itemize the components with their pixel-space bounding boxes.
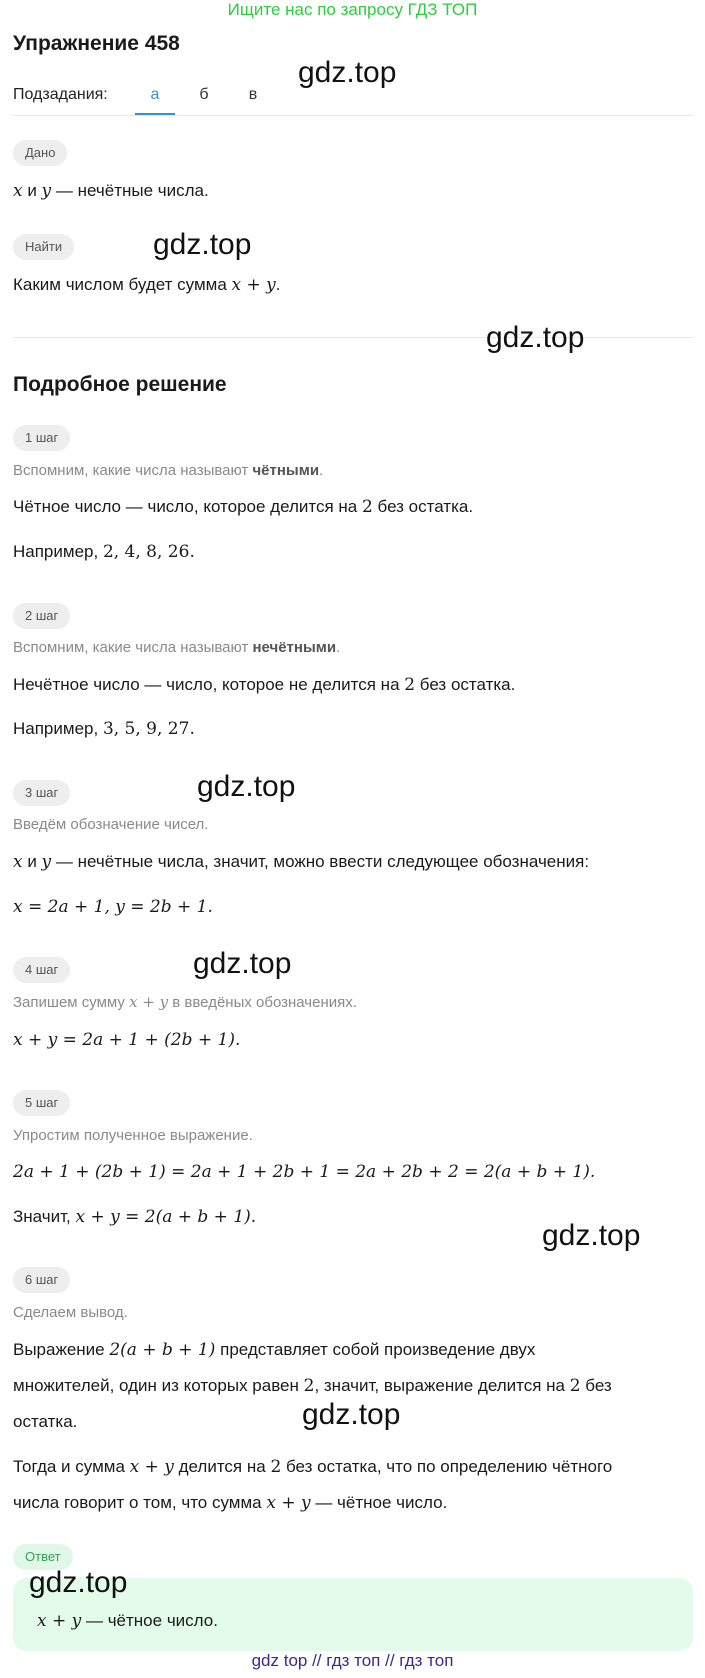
step-5-chip: 5 шаг: [13, 1090, 70, 1116]
tab-a[interactable]: а: [150, 86, 160, 103]
page-title: Упражнение 458: [13, 32, 180, 55]
step-3-hint: Введём обозначение чисел.: [13, 816, 209, 833]
step-4-chip: 4 шаг: [13, 957, 70, 983]
step-1-hint: Вспомним, какие числа называют чётными.: [13, 462, 324, 479]
step-6-hint: Сделаем вывод.: [13, 1304, 128, 1321]
step-2-chip: 2 шаг: [13, 603, 70, 629]
watermark: gdz.top: [193, 947, 292, 980]
watermark: gdz.top: [302, 1398, 401, 1431]
watermark: gdz.top: [486, 321, 585, 354]
step-1-line-1: Чётное число — число, которое делится на 2 без остатка.: [13, 497, 474, 517]
subtasks-label: Подзадания:: [13, 86, 108, 103]
step-6-p2-line-1: Тогда и сумма x + y делится на 2 без остатка, что по определению чётного: [13, 1457, 613, 1477]
step-6-chip: 6 шаг: [13, 1267, 70, 1293]
tabs-divider: [13, 115, 693, 116]
step-1-line-2: Например, 2, 4, 8, 26.: [13, 542, 195, 562]
tab-v[interactable]: в: [248, 86, 258, 103]
step-2-hint: Вспомним, какие числа называют нечётными.: [13, 639, 341, 656]
watermark: gdz.top: [542, 1219, 641, 1252]
step-3-line-2: x = 2a + 1, y = 2b + 1.: [13, 897, 213, 917]
answer-chip: Ответ: [13, 1544, 73, 1570]
step-5-line-1: 2a + 1 + (2b + 1) = 2a + 1 + 2b + 1 = 2a + 2b + 2 = 2(a + b + 1).: [13, 1162, 596, 1182]
step-2-line-2: Например, 3, 5, 9, 27.: [13, 719, 195, 739]
find-text: Каким числом будет сумма x + y.: [13, 275, 281, 295]
step-1-chip: 1 шаг: [13, 425, 70, 451]
watermark: gdz.top: [29, 1566, 128, 1599]
watermark: gdz.top: [153, 228, 252, 261]
step-6-p1-line-3: остатка.: [13, 1412, 78, 1431]
given-text: x и y — нечётные числа.: [13, 181, 209, 201]
step-6-p1-line-2: множителей, один из которых равен 2, значит, выражение делится на 2 без: [13, 1376, 612, 1396]
step-5-line-2: Значит, x + y = 2(a + b + 1).: [13, 1207, 257, 1227]
find-chip: Найти: [13, 234, 74, 260]
step-2-line-1: Нечётное число — число, которое не делится на 2 без остатка.: [13, 675, 516, 695]
solution-title: Подробное решение: [13, 373, 227, 396]
search-banner: Ищите нас по запросу ГДЗ ТОП: [227, 0, 478, 19]
step-6-p2-line-2: числа говорит о том, что сумма x + y — чётное число.: [13, 1493, 448, 1513]
footer-links[interactable]: gdz top // гдз топ // гдз топ: [251, 1651, 454, 1670]
step-3-line-1: x и y — нечётные числа, значит, можно ввести следующее обозначения:: [13, 852, 590, 872]
step-3-chip: 3 шаг: [13, 780, 70, 806]
step-6-p1-line-1: Выражение 2(a + b + 1) представляет собой произведение двух: [13, 1340, 536, 1360]
watermark: gdz.top: [197, 770, 296, 803]
watermark: gdz.top: [298, 56, 397, 89]
answer-text: x + y — чётное число.: [37, 1611, 218, 1631]
section-divider: [13, 337, 693, 338]
step-4-hint: Запишем сумму x + y в введёных обозначениях.: [13, 993, 357, 1011]
given-chip: Дано: [13, 140, 67, 166]
tab-b[interactable]: б: [199, 86, 209, 103]
step-5-hint: Упростим полученное выражение.: [13, 1127, 253, 1144]
step-4-line-1: x + y = 2a + 1 + (2b + 1).: [13, 1030, 241, 1050]
